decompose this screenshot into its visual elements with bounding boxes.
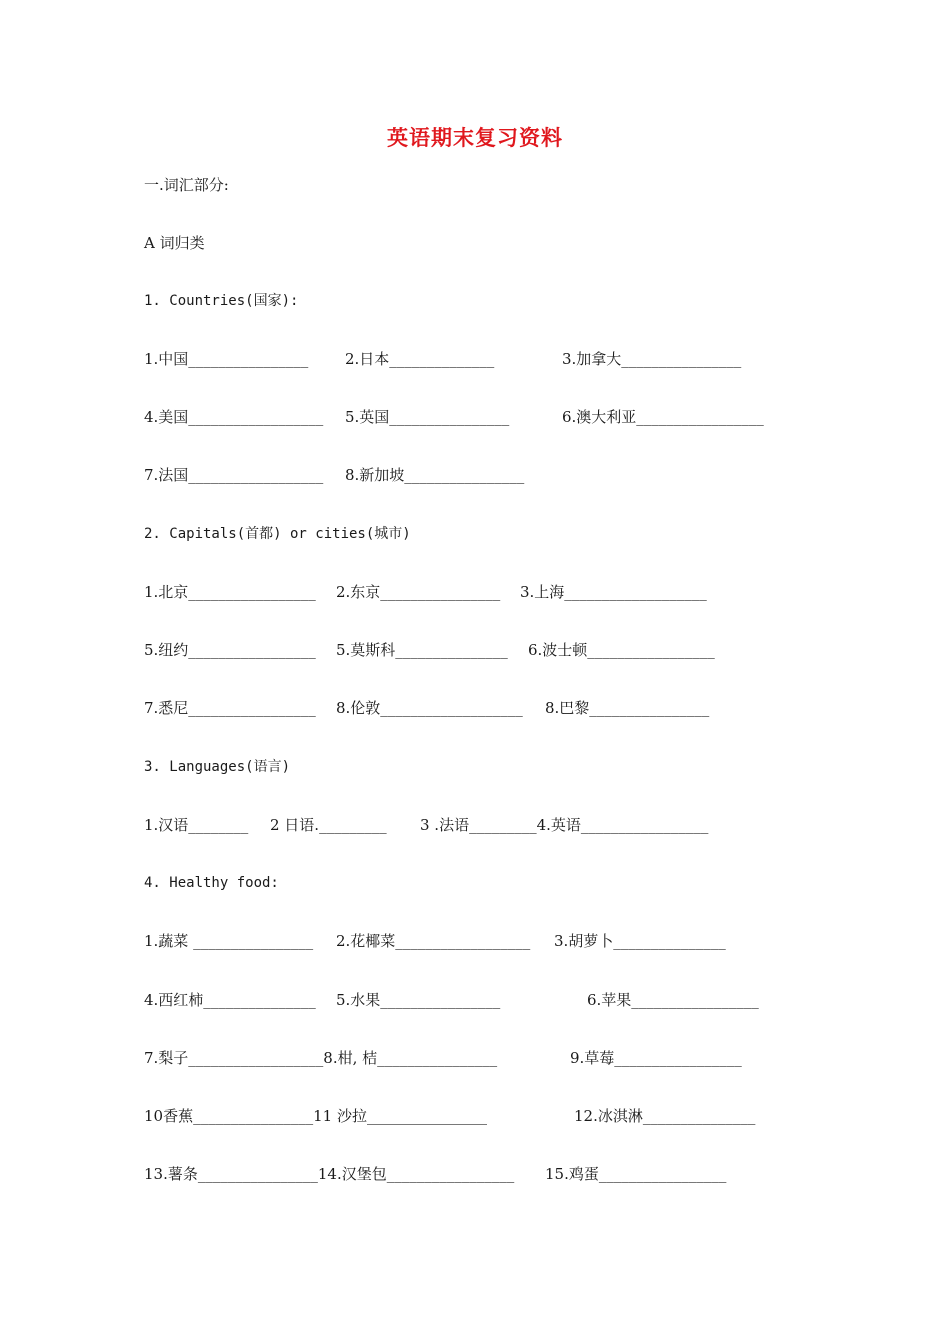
exercise-item: 7.法国__________________ bbox=[144, 466, 324, 484]
exercise-item: 10香蕉________________11 沙拉________________ bbox=[144, 1107, 487, 1125]
exercise-item: 4.美国__________________ bbox=[144, 408, 324, 426]
exercise-item: 4.西红柿_______________ bbox=[144, 991, 316, 1009]
exercise-item: 1.汉语________ bbox=[144, 816, 249, 834]
exercise-item: 2.日本______________ bbox=[345, 350, 495, 368]
exercise-item: 13.薯条________________14.汉堡包_________________ bbox=[144, 1165, 515, 1183]
category-heading-healthy-food: 4. Healthy food: bbox=[144, 875, 279, 891]
exercise-item: 12.冰淇淋_______________ bbox=[574, 1107, 756, 1125]
exercise-item: 1.中国________________ bbox=[144, 350, 309, 368]
category-heading-languages: 3. Languages(语言) bbox=[144, 759, 291, 775]
exercise-item: 9.草莓_________________ bbox=[570, 1049, 742, 1067]
exercise-item: 5.纽约_________________ bbox=[144, 641, 316, 659]
section-heading: 一.词汇部分: bbox=[144, 176, 229, 194]
exercise-item: 6.澳大利亚_________________ bbox=[562, 408, 764, 426]
exercise-row bbox=[144, 1164, 727, 1244]
exercise-item: 6.苹果_________________ bbox=[587, 991, 759, 1009]
exercise-item: 3 .法语_________4.英语_________________ bbox=[420, 816, 709, 834]
exercise-item: 3.上海___________________ bbox=[520, 583, 707, 601]
exercise-item: 3.加拿大________________ bbox=[562, 350, 742, 368]
exercise-item: 15.鸡蛋_________________ bbox=[545, 1165, 727, 1183]
subsection-heading: A 词归类 bbox=[144, 234, 205, 252]
exercise-item: 5.莫斯科_______________ bbox=[336, 641, 508, 659]
exercise-item: 5.英国________________ bbox=[345, 408, 510, 426]
exercise-item: 7.梨子__________________8.柑, 桔________________ bbox=[144, 1049, 498, 1067]
exercise-item: 7.悉尼_________________ bbox=[144, 699, 316, 717]
page-title: 英语期末复习资料 bbox=[387, 125, 563, 150]
exercise-item: 8.新加坡________________ bbox=[345, 466, 525, 484]
exercise-item: 2.花椰菜__________________ bbox=[336, 932, 531, 950]
exercise-item: 6.波士顿_________________ bbox=[528, 641, 715, 659]
exercise-item: 2.东京________________ bbox=[336, 583, 501, 601]
exercise-item: 2 日语._________ bbox=[270, 816, 387, 834]
exercise-item: 3.胡萝卜_______________ bbox=[554, 932, 726, 950]
exercise-item: 1.蔬菜 ________________ bbox=[144, 932, 314, 950]
exercise-item: 1.北京_________________ bbox=[144, 583, 316, 601]
exercise-item: 8.伦敦___________________ bbox=[336, 699, 523, 717]
category-heading-capitals: 2. Capitals(首都) or cities(城市) bbox=[144, 526, 411, 542]
exercise-item: 8.巴黎________________ bbox=[545, 699, 710, 717]
category-heading-countries: 1. Countries(国家): bbox=[144, 293, 299, 309]
exercise-item: 5.水果________________ bbox=[336, 991, 501, 1009]
